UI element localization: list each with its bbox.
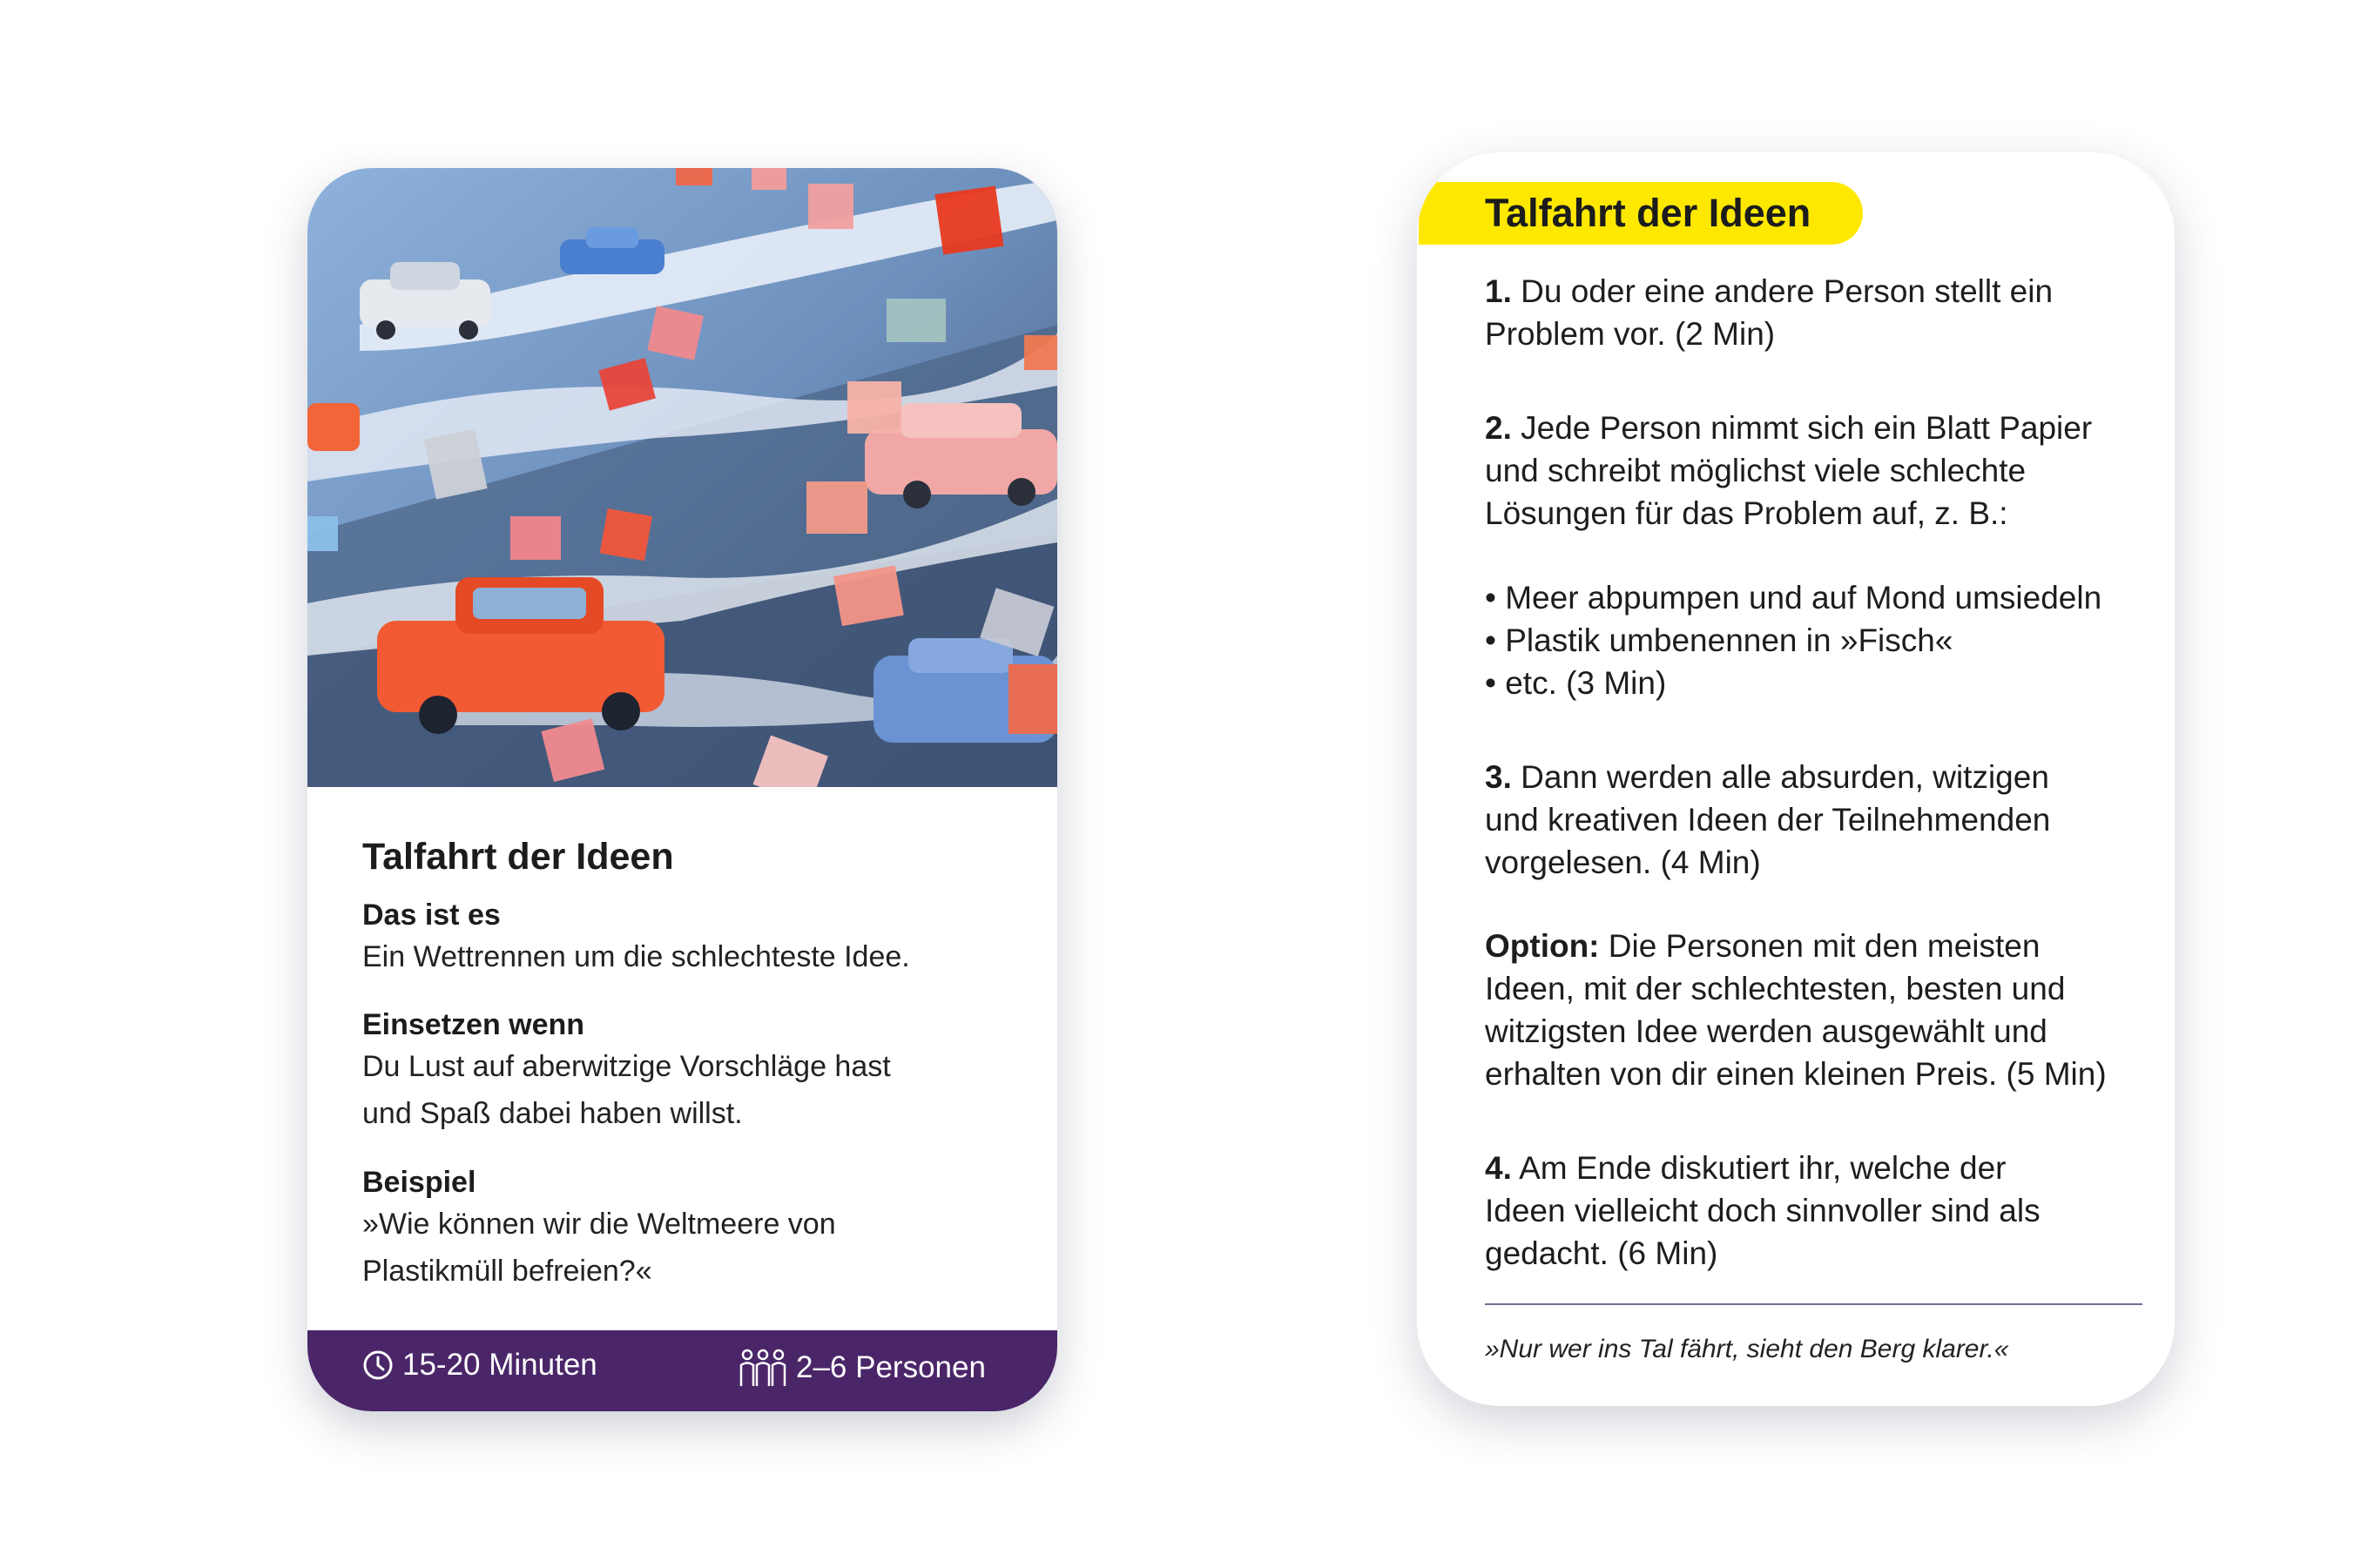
section-text-beispiel-1: »Wie können wir die Weltmeere von [362, 1208, 836, 1241]
section-text-einsetzen-wenn-1: Du Lust auf aberwitzige Vorschläge hast [362, 1050, 891, 1083]
step-1-line-2: Problem vor. (2 Min) [1485, 316, 1776, 352]
step-3-line-1: 3. Dann werden alle absurden, witzigen [1485, 759, 2049, 795]
step-2-line-2: und schreibt möglichst viele schlechte [1485, 453, 2027, 488]
step-3-line-3: vorgelesen. (4 Min) [1485, 845, 1761, 880]
section-text-das-ist-es: Ein Wettrennen um die schlechteste Idee. [362, 940, 910, 973]
group-icon [739, 1348, 787, 1388]
section-text-beispiel-2: Plastikmüll befreien?« [362, 1255, 652, 1288]
people-info [739, 1348, 986, 1388]
section-heading-das-ist-es: Das ist es [362, 898, 501, 932]
section-text-einsetzen-wenn-2: und Spaß dabei haben willst. [362, 1097, 743, 1130]
front-card [307, 168, 1057, 1411]
quote: »Nur wer ins Tal fährt, sieht den Berg klarer.« [1485, 1335, 2009, 1363]
step-4-line-2: Ideen vielleicht doch sinnvoller sind als [1485, 1193, 2041, 1228]
back-title: Talfahrt der Ideen [1485, 191, 1811, 235]
small-orange-car-icon [307, 403, 360, 451]
front-footer [307, 1330, 1057, 1411]
step-2-line-3: Lösungen für das Problem auf, z. B.: [1485, 495, 2008, 531]
clock-icon [362, 1349, 394, 1381]
section-heading-beispiel: Beispiel [362, 1166, 476, 1199]
step-4-line-1: 4. Am Ende diskutiert ihr, welche der [1485, 1150, 2007, 1186]
option-line-4: erhalten von dir einen kleinen Preis. (5 Min) [1485, 1056, 2107, 1092]
duration-label: 15-20 Minuten [402, 1348, 597, 1382]
option-line-3: witzigsten Idee werden ausgewählt und [1485, 1013, 2047, 1049]
back-card [1417, 152, 2175, 1406]
section-heading-einsetzen-wenn: Einsetzen wenn [362, 1008, 585, 1041]
people-label: 2–6 Personen [796, 1350, 986, 1384]
front-title: Talfahrt der Ideen [362, 836, 674, 878]
option-line-1: Option: Die Personen mit den meisten [1485, 928, 2041, 964]
bullet-3: • etc. (3 Min) [1485, 665, 1667, 701]
step-2-line-1: 2. Jede Person nimmt sich ein Blatt Papier [1485, 410, 2093, 446]
step-1-line-1: 1. Du oder eine andere Person stellt ein [1485, 273, 2054, 309]
step-3-line-2: und kreativen Ideen der Teilnehmenden [1485, 802, 2051, 838]
cars-racing-illustration [307, 168, 1057, 787]
step-4-line-3: gedacht. (6 Min) [1485, 1235, 1718, 1271]
option-line-2: Ideen, mit der schlechtesten, besten und [1485, 971, 2066, 1006]
duration-info [362, 1348, 597, 1383]
bullet-1: • Meer abpumpen und auf Mond umsiedeln [1485, 580, 2102, 616]
divider [1485, 1303, 2142, 1305]
bullet-2: • Plastik umbenennen in »Fisch« [1485, 622, 1953, 658]
